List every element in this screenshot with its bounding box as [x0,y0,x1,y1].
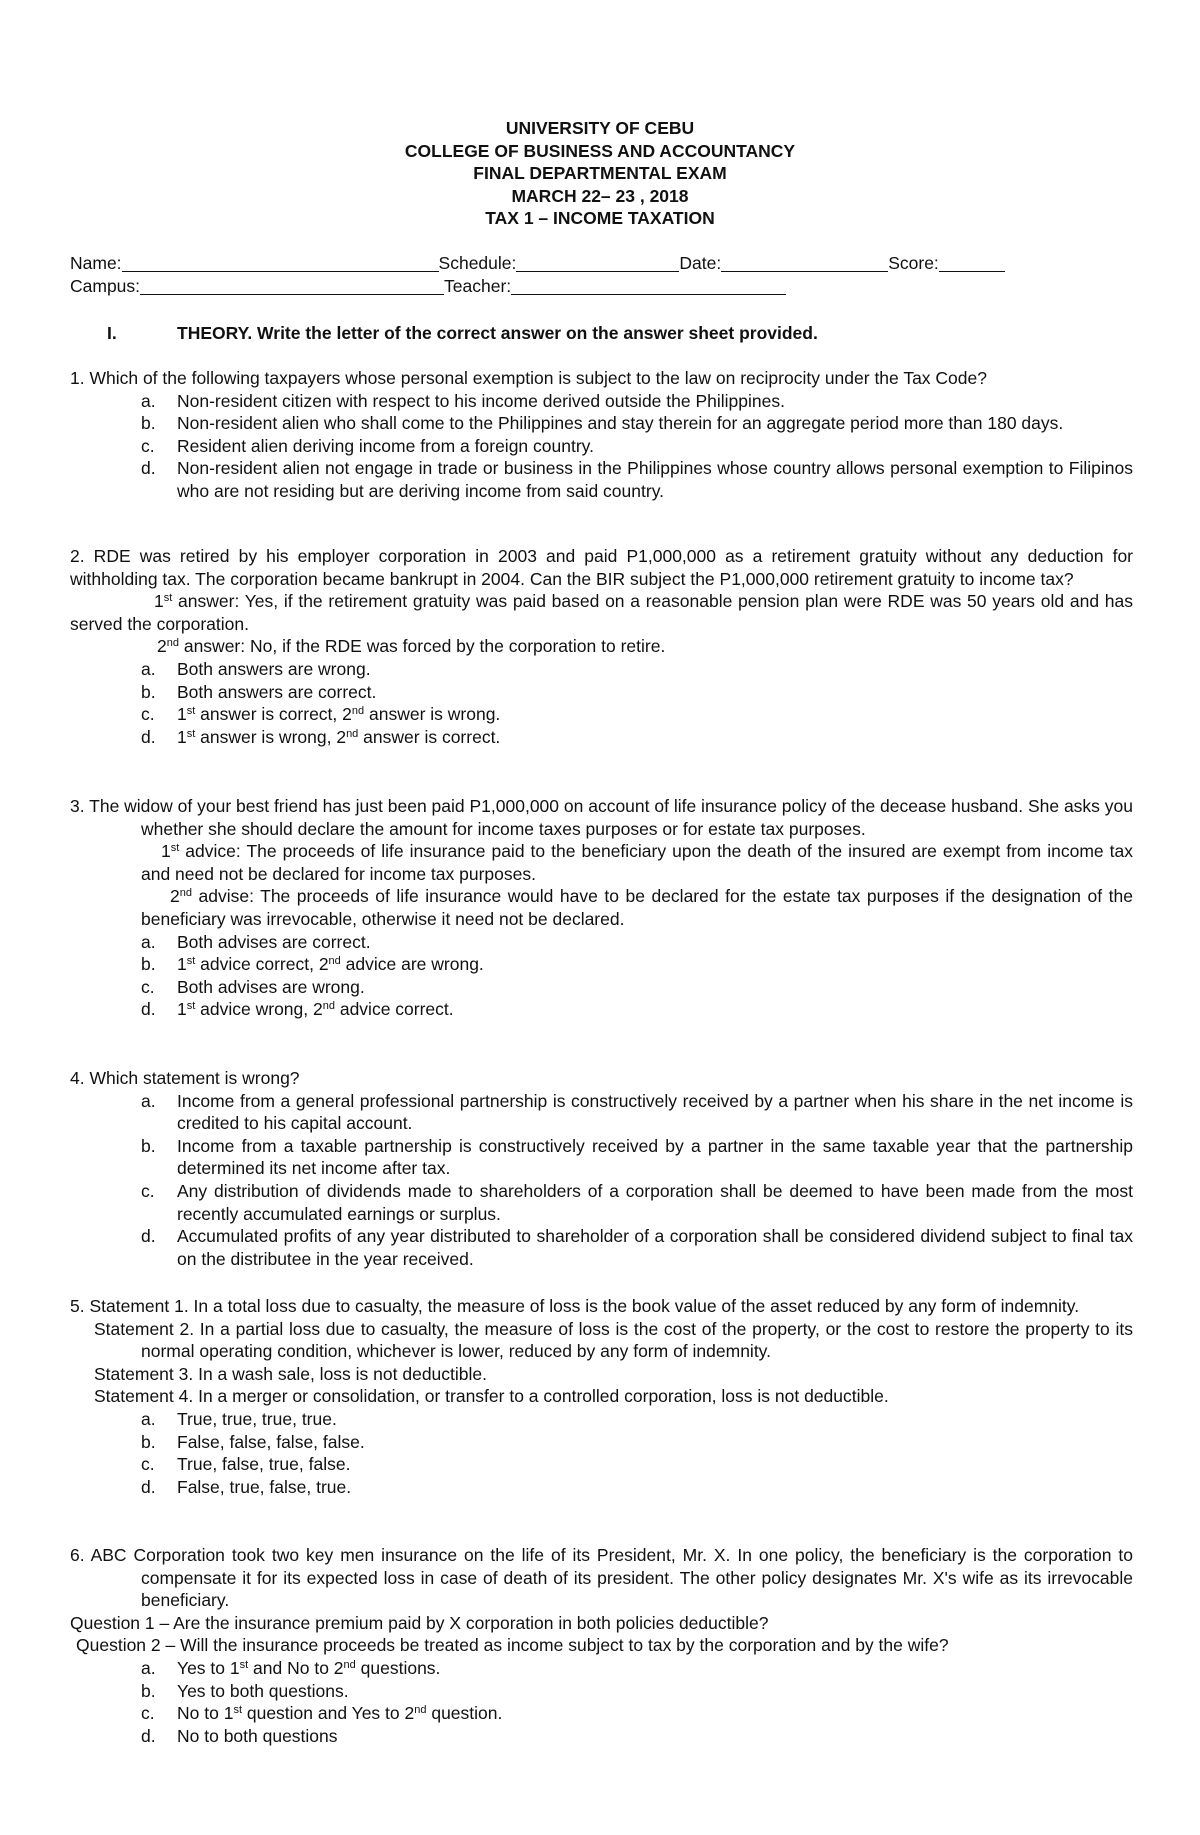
schedule-field[interactable] [516,253,679,272]
question-3-option-a: a. Both advises are correct. [141,931,371,952]
date-label: Date: [679,253,722,273]
name-field[interactable] [122,253,439,272]
score-field[interactable] [939,253,1005,272]
section-title: THEORY. Write the letter of the correct answer on the answer sheet provided. [177,323,818,343]
question-6-sub-question-1: Question 1 – Are the insurance premium paid by X corporation in both policies deductible? [70,1612,769,1633]
question-6-sub-question-2: Question 2 – Will the insurance proceeds be treated as income subject to tax by the corporation and by the wife? [76,1635,949,1656]
exam-title: FINAL DEPARTMENTAL EXAM [473,163,727,184]
question-2-option-c: c. 1st answer is correct, 2nd answer is wrong. [141,704,501,725]
question-2-option-d: d. 1st answer is wrong, 2nd answer is correct. [141,726,501,747]
question-5-statement-2: Statement 2. In a partial loss due to casualty, the measure of loss is the cost of the property, or the cost to restore the property to its normal operating condition, whichever is lower, reduced by any form of indemnity. [94,1318,1133,1362]
question-1-stem: 1. Which of the following taxpayers whose personal exemption is subject to the law on reciprocity under the Tax Code? [70,368,987,388]
question-3-advice-2: 2nd advise: The proceeds of life insurance would have to be declared for the estate tax purposes if the designation of the beneficiary was irrevocable, otherwise it need not be declared. [141,886,1133,929]
exam-date: MARCH 22– 23 , 2018 [511,185,689,206]
question-1 [70,367,1133,503]
question-4-stem: 4. Which statement is wrong? [70,1068,300,1088]
question-2 [70,545,1133,748]
question-4-option-c: c. Any distribution of dividends made to shareholders of a corporation shall be deemed to have been made from the most recently accumulated earnings or surplus. [141,1180,1133,1224]
question-6-option-b: b. Yes to both questions. [141,1680,349,1701]
question-3-option-d: d. 1st advice wrong, 2nd advice correct. [141,999,454,1020]
question-1-option-d: d. Non-resident alien not engage in trade or business in the Philippines whose country allows personal exemption to Filipinos who are not residing but are deriving income from said country. [141,458,1133,501]
question-3 [70,795,1133,1021]
question-3-advice-1: 1st advice: The proceeds of life insurance paid to the beneficiary upon the death of the insured are exempt from income tax and need not be declared for income tax purposes. [141,841,1133,884]
info-row-2 [70,275,786,299]
question-6-option-d: d. No to both questions [141,1725,338,1746]
question-1-option-a: a. Non-resident citizen with respect to his income derived outside the Philippines. [141,390,785,411]
question-5-option-b: b. False, false, false, false. [141,1431,365,1452]
university-name: UNIVERSITY OF CEBU [505,118,695,138]
section-number: I. [107,323,117,343]
campus-field[interactable] [140,276,444,295]
question-6 [70,1544,1133,1747]
exam-subject: TAX 1 – INCOME TAXATION [485,208,715,229]
question-2-stem: 2. RDE was retired by his employer corporation in 2003 and paid P1,000,000 as a retirement gratuity without any deduction for withholding tax. The corporation became bankrupt in 2004. Can the BIR subject the P1,000,000 retirement gratuity to income tax? [70,546,1133,589]
question-6-option-c: c. No to 1st question and Yes to 2nd question. [141,1703,503,1724]
question-4-option-d: d. Accumulated profits of any year distributed to shareholder of a corporation shall be considered dividend subject to final tax on the distributee in the year received. [141,1226,1133,1269]
question-2-answer-2: 2nd answer: No, if the RDE was forced by the corporation to retire. [157,636,666,657]
question-5-statement-1: 5. Statement 1. In a total loss due to casualty, the measure of loss is the book value of the asset reduced by any form of indemnity. [70,1296,1080,1316]
teacher-label: Teacher: [444,276,512,296]
question-4-option-a: a. Income from a general professional partnership is constructively received by a partner when his share in the net income is credited to his capital account. [141,1090,1133,1134]
question-6-stem: 6. ABC Corporation took two key men insurance on the life of its President, Mr. X. In one policy, the beneficiary is the corporation to compensate it for its expected loss in case of death of its president. The other policy designates Mr. X's wife as its irrevocable beneficiary. [70,1545,1133,1611]
question-1-option-c: c. Resident alien deriving income from a foreign country. [141,435,594,456]
college-name: COLLEGE OF BUSINESS AND ACCOUNTANCY [404,140,796,161]
question-3-stem: 3. The widow of your best friend has just been paid P1,000,000 on account of life insurance policy of the decease husband. She asks you whether she should declare the amount for income taxes purposes or for estate tax purposes. [70,796,1134,839]
question-2-answer-1: 1st answer: Yes, if the retirement gratuity was paid based on a reasonable pension plan were RDE was 50 years old and has served the corporation. [70,591,1133,634]
question-5-statement-4: Statement 4. In a merger or consolidation, or transfer to a controlled corporation, loss is not deductible. [94,1386,889,1407]
teacher-field[interactable] [511,276,786,295]
question-1-option-b: b. Non-resident alien who shall come to the Philippines and stay therein for an aggregate period more than 180 days. [141,413,1064,434]
question-4 [70,1067,1133,1270]
exam-header [0,117,1200,230]
question-2-option-a: a. Both answers are wrong. [141,658,371,679]
date-field[interactable] [721,253,888,272]
question-2-option-b: b. Both answers are correct. [141,681,377,702]
question-5-statement-3: Statement 3. In a wash sale, loss is not deductible. [94,1363,487,1384]
name-label: Name: [70,253,122,273]
question-5-option-d: d. False, true, false, true. [141,1476,352,1497]
score-label: Score: [888,253,939,273]
question-5-option-c: c. True, false, true, false. [141,1454,351,1475]
question-4-option-b: b. Income from a taxable partnership is constructively received by a partner in the same taxable year that the partnership determined its net income after tax. [141,1135,1133,1179]
question-5 [70,1295,1133,1498]
section-heading [107,322,818,345]
question-6-option-a: a. Yes to 1st and No to 2nd questions. [141,1657,441,1678]
question-3-option-b: b. 1st advice correct, 2nd advice are wrong. [141,954,484,975]
question-5-option-a: a. True, true, true, true. [141,1408,337,1429]
schedule-label: Schedule: [438,253,517,273]
campus-label: Campus: [70,276,141,296]
info-row-1 [70,252,1005,276]
question-3-option-c: c. Both advises are wrong. [141,976,365,997]
